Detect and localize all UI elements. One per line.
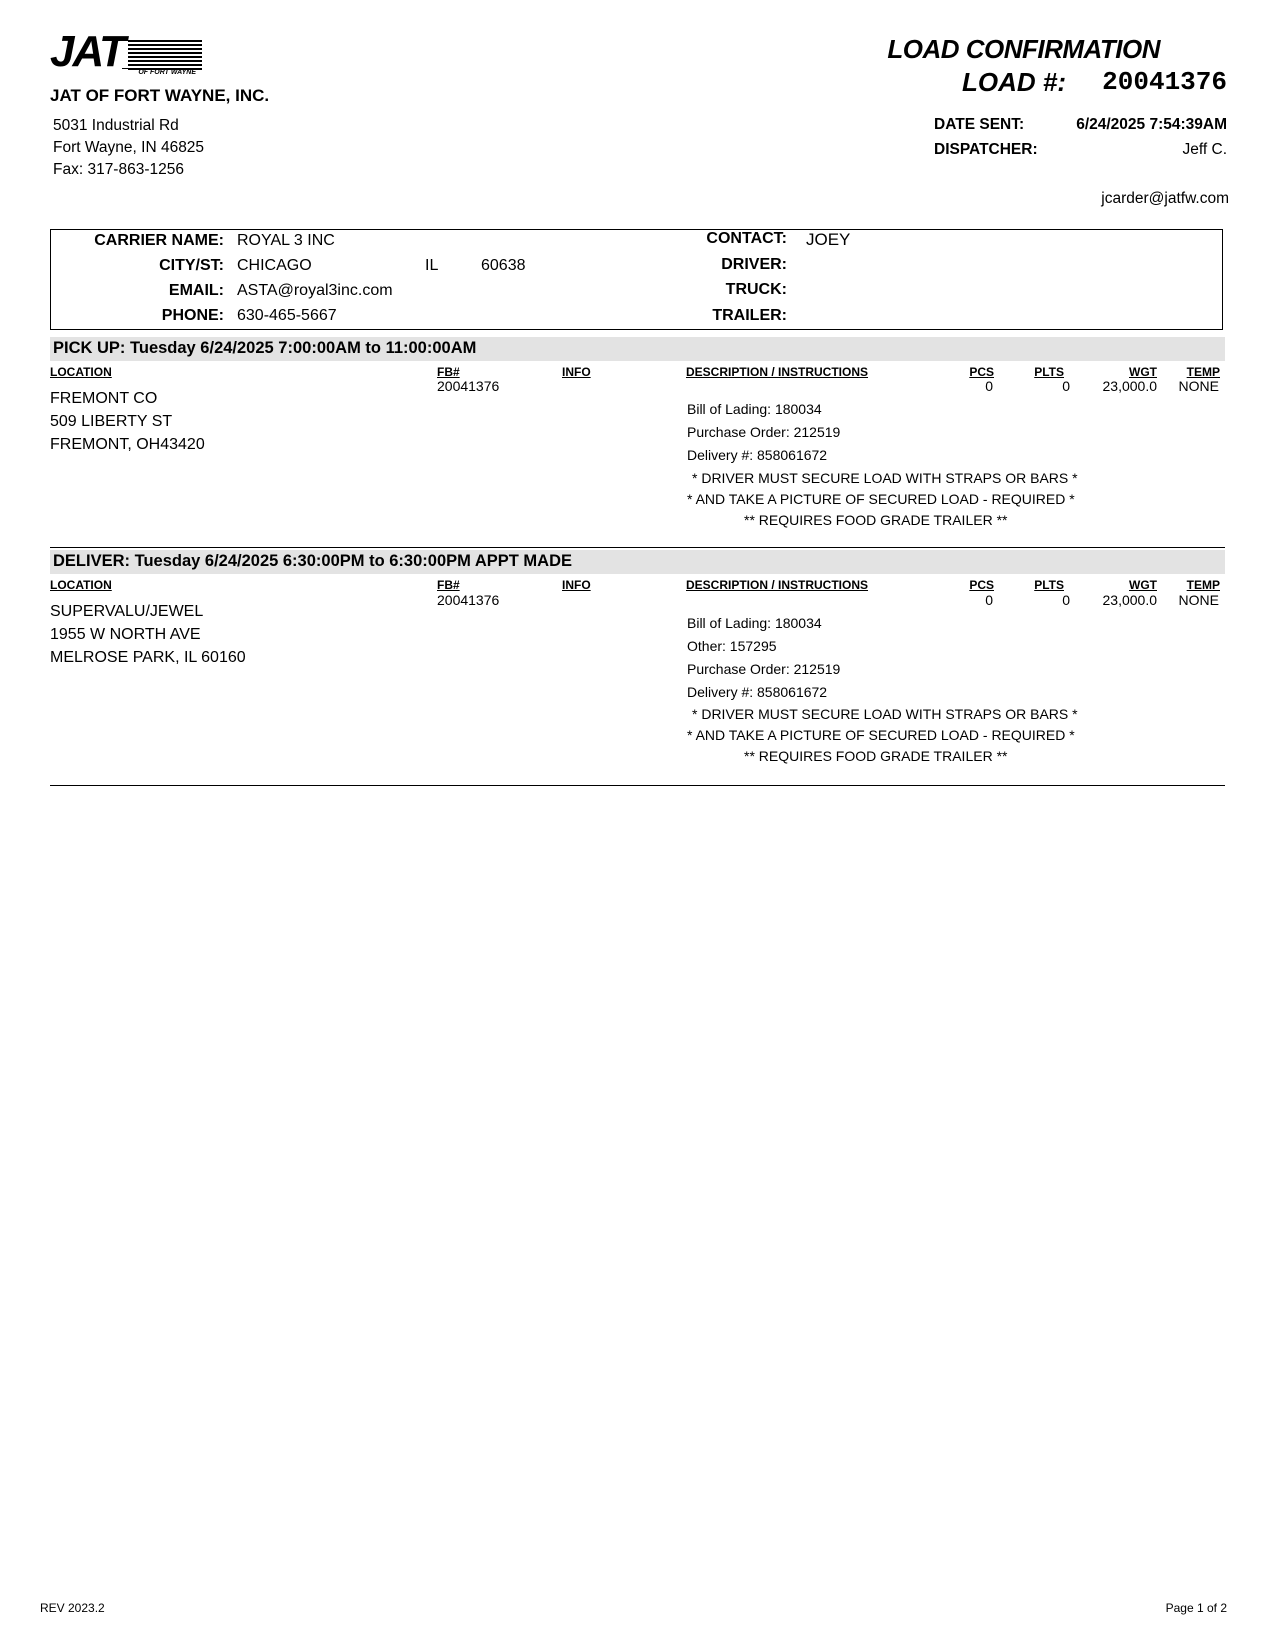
carrier-phone-label: PHONE: — [161, 307, 224, 324]
delivery-col-fb: FB# — [437, 578, 460, 592]
pickup-bol: Bill of Lading: 180034 — [687, 401, 822, 417]
dispatcher-label: DISPATCHER: — [934, 141, 1038, 158]
pickup-col-wgt: WGT — [1129, 365, 1157, 379]
date-sent-value: 6/24/2025 7:54:39AM — [1076, 116, 1227, 133]
delivery-col-temp: TEMP — [1186, 578, 1220, 592]
pickup-col-location: LOCATION — [50, 365, 112, 379]
page-number: Page 1 of 2 — [1165, 1601, 1227, 1615]
pickup-wgt: 23,000.0 — [1102, 378, 1157, 394]
delivery-location-name: SUPERVALU/JEWEL — [50, 603, 204, 620]
pickup-col-desc: DESCRIPTION / INSTRUCTIONS — [686, 365, 869, 379]
pickup-location-city: FREMONT, OH43420 — [50, 436, 205, 453]
carrier-state: IL — [425, 257, 439, 274]
carrier-name: ROYAL 3 INC — [237, 232, 335, 249]
carrier-phone: 630-465-5667 — [237, 307, 337, 324]
document-title: LOAD CONFIRMATION — [887, 34, 1160, 64]
carrier-city: CHICAGO — [237, 257, 312, 274]
delivery-col-plts: PLTS — [1034, 578, 1064, 592]
delivery-other: Other: 157295 — [687, 638, 777, 654]
pickup-plts: 0 — [1062, 378, 1070, 394]
pickup-location-name: FREMONT CO — [50, 390, 158, 407]
delivery-col-desc: DESCRIPTION / INSTRUCTIONS — [686, 578, 869, 592]
pickup-col-temp: TEMP — [1186, 365, 1220, 379]
delivery-col-info: INFO — [562, 578, 591, 592]
load-number-label: LOAD #: — [962, 67, 1066, 97]
delivery-col-pcs: PCS — [969, 578, 994, 592]
pickup-col-info: INFO — [562, 365, 591, 379]
load-number: 20041376 — [1102, 67, 1227, 97]
pickup-header: PICK UP: Tuesday 6/24/2025 7:00:00AM to 11:00:00AM — [53, 339, 477, 357]
pickup-col-fb: FB# — [437, 365, 460, 379]
pickup-note-1: * DRIVER MUST SECURE LOAD WITH STRAPS OR BARS * — [692, 470, 1078, 486]
contact-value: JOEY — [806, 230, 851, 249]
pickup-note-3: ** REQUIRES FOOD GRADE TRAILER ** — [744, 512, 1008, 528]
delivery-note-3: ** REQUIRES FOOD GRADE TRAILER ** — [744, 748, 1008, 764]
company-fax: Fax: 317-863-1256 — [53, 161, 184, 178]
delivery-col-wgt: WGT — [1129, 578, 1157, 592]
carrier-email: ASTA@royal3inc.com — [237, 282, 393, 299]
pickup-delivery-number: Delivery #: 858061672 — [687, 447, 828, 463]
pickup-po: Purchase Order: 212519 — [687, 424, 841, 440]
delivery-wgt: 23,000.0 — [1102, 592, 1157, 608]
carrier-info-box — [50, 229, 1223, 330]
trailer-label: TRAILER: — [712, 307, 787, 324]
pickup-col-pcs: PCS — [969, 365, 994, 379]
pickup-section-bar — [50, 337, 1225, 361]
pickup-location-street: 509 LIBERTY ST — [50, 413, 173, 430]
delivery-note-2: * AND TAKE A PICTURE OF SECURED LOAD - REQUIRED * — [687, 727, 1075, 743]
carrier-zip: 60638 — [481, 257, 526, 274]
pickup-note-2: * AND TAKE A PICTURE OF SECURED LOAD - REQUIRED * — [687, 491, 1075, 507]
logo-text: JAT — [50, 27, 124, 76]
delivery-fb: 20041376 — [437, 592, 500, 608]
contact-label: CONTACT: — [706, 230, 787, 247]
carrier-city-label: CITY/ST: — [159, 257, 224, 274]
carrier-email-label: EMAIL: — [168, 282, 224, 299]
delivery-delivery-number: Delivery #: 858061672 — [687, 684, 828, 700]
driver-label: DRIVER: — [721, 256, 787, 273]
pickup-divider — [50, 547, 1225, 548]
delivery-plts: 0 — [1062, 592, 1070, 608]
delivery-bol: Bill of Lading: 180034 — [687, 615, 822, 631]
delivery-section-bar — [50, 550, 1225, 574]
pickup-col-plts: PLTS — [1034, 365, 1064, 379]
revision-label: REV 2023.2 — [40, 1601, 105, 1615]
delivery-header: DELIVER: Tuesday 6/24/2025 6:30:00PM to 6:30:00PM APPT MADE — [53, 552, 573, 570]
logo-subtext: OF FORT WAYNE — [122, 68, 196, 76]
dispatcher-value: Jeff C. — [1182, 141, 1227, 158]
delivery-location-city: MELROSE PARK, IL 60160 — [50, 649, 246, 666]
delivery-temp: NONE — [1178, 592, 1219, 608]
date-sent-label: DATE SENT: — [934, 116, 1025, 133]
dispatcher-email: jcarder@jatfw.com — [1101, 190, 1229, 207]
company-address-line2: Fort Wayne, IN 46825 — [53, 139, 205, 156]
logo-stripes — [128, 40, 202, 70]
delivery-divider — [50, 785, 1225, 786]
company-name: JAT OF FORT WAYNE, INC. — [50, 86, 270, 105]
delivery-note-1: * DRIVER MUST SECURE LOAD WITH STRAPS OR BARS * — [692, 706, 1078, 722]
pickup-fb: 20041376 — [437, 378, 500, 394]
delivery-col-location: LOCATION — [50, 578, 112, 592]
carrier-name-label: CARRIER NAME: — [94, 232, 224, 249]
delivery-pcs: 0 — [985, 592, 993, 608]
pickup-pcs: 0 — [985, 378, 993, 394]
company-logo — [50, 27, 202, 78]
company-address-line1: 5031 Industrial Rd — [53, 117, 179, 134]
truck-label: TRUCK: — [725, 281, 787, 298]
pickup-temp: NONE — [1178, 378, 1219, 394]
delivery-po: Purchase Order: 212519 — [687, 661, 841, 677]
delivery-location-street: 1955 W NORTH AVE — [50, 626, 201, 643]
